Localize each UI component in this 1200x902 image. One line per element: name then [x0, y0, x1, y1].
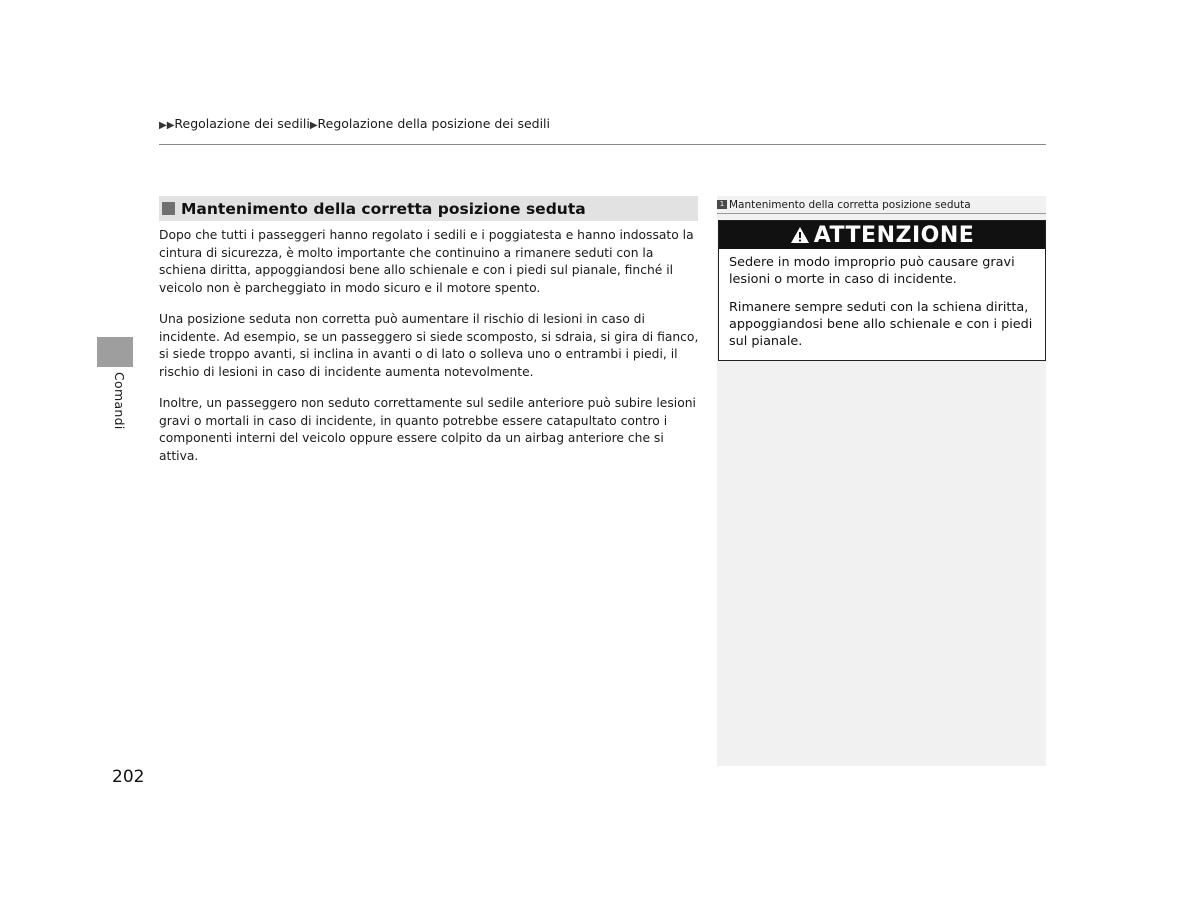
- square-bullet-icon: [162, 202, 175, 215]
- note-title[interactable]: Mantenimento della corretta posizione seduta: [729, 198, 971, 211]
- breadcrumb-item-seat-position[interactable]: Regolazione della posizione dei sedili: [317, 116, 550, 131]
- section-heading: [159, 196, 698, 221]
- note-reference-marker: 1: [717, 200, 727, 209]
- warning-paragraph: Sedere in modo improprio può causare gravi lesioni o morte in caso di incidente.: [729, 255, 1015, 287]
- warning-box: [718, 220, 1046, 361]
- page-number: 202: [112, 767, 145, 787]
- paragraph: Una posizione seduta non corretta può aumentare il rischio di lesioni in caso di incidente. Ad esempio, se un passeggero si siede scomposto, si sdraia, si gira di fianco, si siede troppo avanti, si inclina in avanti o di lato o solleva uno o entrambi i piedi, il rischio di lesioni in caso di incidente aumenta notevolmente.: [159, 312, 699, 379]
- side-notes-column: [717, 196, 1046, 766]
- paragraph: Dopo che tutti i passeggeri hanno regolato i sedili e i poggiatesta e hanno indossato la cintura di sicurezza, è molto importante che continuino a rimanere seduti con la schiena diritta, appoggiandosi bene allo schienale e con i piedi sul pianale, finché il veicolo non è parcheggiato in modo sicuro e il motore spento.: [159, 228, 694, 295]
- paragraph: Inoltre, un passeggero non seduto correttamente sul sedile anteriore può subire lesioni gravi o mortali in caso di incidente, in quanto potrebbe essere catapultato contro i componenti interni del veicolo oppure essere colpito da un airbag anteriore che si attiva.: [159, 396, 696, 463]
- warning-title: ATTENZIONE: [813, 222, 975, 248]
- header-divider: [159, 144, 1046, 145]
- chapter-label: Comandi: [112, 372, 127, 430]
- body-text: [159, 227, 699, 479]
- section-title: Mantenimento della corretta posizione seduta: [181, 199, 586, 218]
- note-heading: [717, 196, 1046, 214]
- warning-text: [719, 249, 1045, 350]
- breadcrumb: [159, 116, 550, 131]
- breadcrumb-arrow-icon: ▶▶: [159, 120, 175, 131]
- chapter-tab: [97, 337, 133, 367]
- warning-banner: [719, 221, 1045, 249]
- breadcrumb-separator-icon: ▶: [309, 120, 318, 131]
- breadcrumb-item-seats[interactable]: Regolazione dei sedili: [174, 116, 310, 131]
- warning-paragraph: Rimanere sempre seduti con la schiena diritta, appoggiandosi bene allo schienale e con i piedi sul pianale.: [729, 300, 1033, 349]
- warning-triangle-icon: [790, 226, 810, 244]
